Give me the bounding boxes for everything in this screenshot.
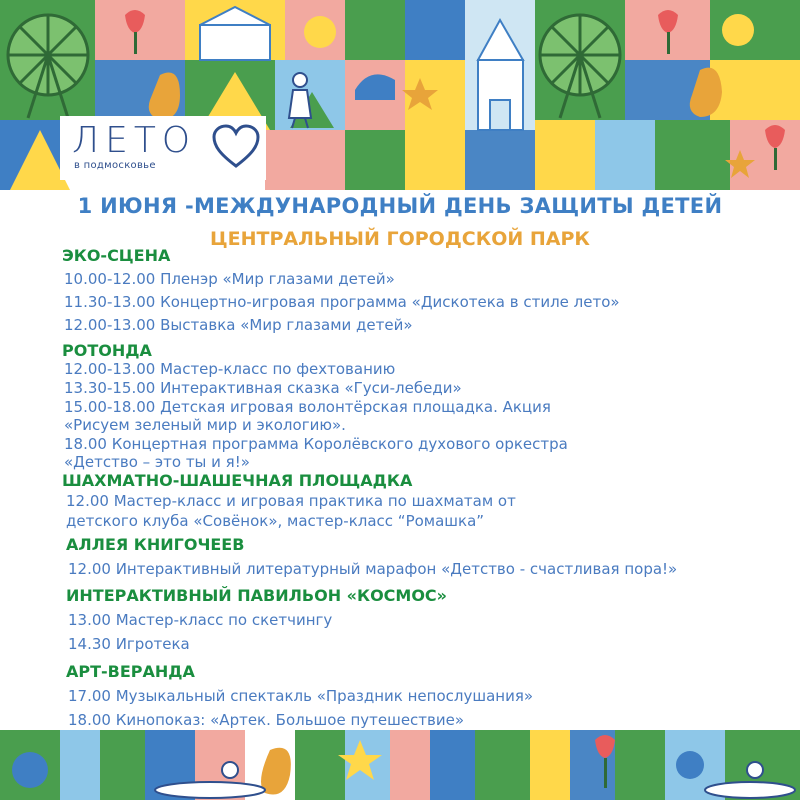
program-line: 12.00-13.00 Выставка «Мир глазами детей» (64, 316, 413, 334)
program-line: «Рисуем зеленый мир и экологию». (64, 416, 346, 434)
program-line: 12.00 Интерактивный литературный марафон «Детство - счастливая пора!» (68, 560, 678, 578)
section-heading-eco-stage: ЭКО-СЦЕНА (62, 246, 171, 265)
program-line: «Детство – это ты и я!» (64, 453, 250, 471)
section-heading-art-veranda: АРТ-ВЕРАНДА (66, 662, 195, 681)
decorative-footer (0, 730, 800, 800)
program-line: детского клуба «Совёнок», мастер-класс “Ромашка” (66, 512, 485, 530)
venue-subtitle: ЦЕНТРАЛЬНЫЙ ГОРОДСКОЙ ПАРК (210, 228, 590, 250)
program-line: 18.00 Концертная программа Королёвского духового оркестра (64, 435, 568, 453)
logo-main-text: ЛЕТО (72, 120, 197, 161)
program-line: 15.00-18.00 Детская игровая волонтёрская площадка. Акция (64, 398, 551, 416)
program-line: 12.00-13.00 Мастер-класс по фехтованию (64, 360, 396, 378)
section-heading-cosmos: ИНТЕРАКТИВНЫЙ ПАВИЛЬОН «КОСМОС» (66, 586, 448, 605)
section-heading-chess: ШАХМАТНО-ШАШЕЧНАЯ ПЛОЩАДКА (62, 471, 413, 490)
program-line: 18.00 Кинопоказ: «Артек. Большое путешествие» (68, 711, 465, 729)
program-line: 14.30 Игротека (68, 635, 190, 653)
logo-sub-text: в подмосковье (74, 160, 156, 171)
program-line: 13.00 Мастер-класс по скетчингу (68, 611, 333, 629)
page-title: 1 ИЮНЯ -МЕЖДУНАРОДНЫЙ ДЕНЬ ЗАЩИТЫ ДЕТЕЙ (77, 194, 723, 218)
section-heading-rotunda: РОТОНДА (62, 341, 152, 360)
section-heading-book-alley: АЛЛЕЯ КНИГОЧЕЕВ (66, 535, 245, 554)
program-line: 17.00 Музыкальный спектакль «Праздник непослушания» (68, 687, 534, 705)
heart-icon (210, 122, 262, 170)
program-line: 12.00 Мастер-класс и игровая практика по шахматам от (66, 492, 516, 510)
program-line: 13.30-15.00 Интерактивная сказка «Гуси-лебеди» (64, 379, 462, 397)
leto-logo (60, 116, 266, 180)
program-line: 10.00-12.00 Пленэр «Мир глазами детей» (64, 270, 395, 288)
program-line: 11.30-13.00 Концертно-игровая программа «Дискотека в стиле лето» (64, 293, 620, 311)
